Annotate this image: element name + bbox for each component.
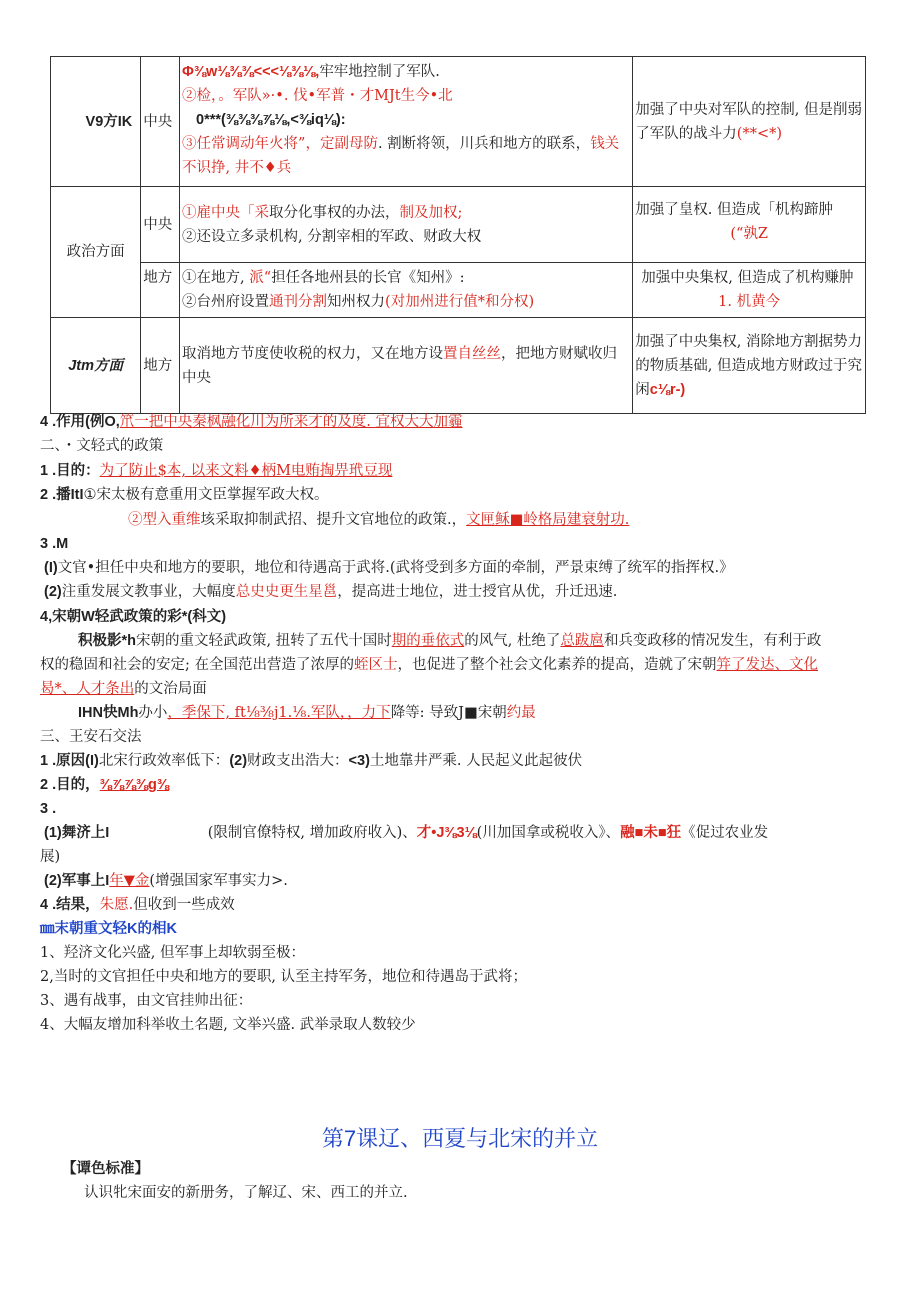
text: 担任各地州县的长官《知州》: (271, 270, 465, 286)
military-measures (180, 57, 633, 187)
table-row-political-center (51, 187, 866, 263)
text: ②还设立多录机构, 分割宰相的军政、财政大权 (182, 228, 482, 245)
text-line (128, 508, 629, 532)
text: 制及加权; (399, 204, 463, 221)
text: 4 .作用(例O, (40, 414, 120, 430)
text: 总史史更生星邕 (235, 584, 338, 600)
text: 垓采取抑制武招、提升文官地位的政策.， (200, 512, 467, 528)
table-row-political-local (51, 263, 866, 318)
military-effect (633, 57, 866, 187)
text: 为了防止$本, 以来文料♦柄M电贿掏畀玳豆现 (99, 463, 393, 479)
text: 置自丝丝 (443, 345, 502, 362)
text: 通刊分割 (269, 294, 328, 310)
text: 积极影*h (78, 633, 136, 649)
row-sublabel-center: 中央 (141, 187, 180, 263)
row-label-political: 政治方面 (51, 187, 141, 318)
text-line (40, 483, 329, 507)
section-heading: 三、王安石交法 (40, 729, 142, 745)
political-center-measures (180, 187, 633, 263)
text: 《促过农业发 (681, 825, 769, 841)
row-label-military: V9方IK (51, 57, 141, 187)
text-line (78, 629, 821, 653)
text-line: 3、遇有战事，由文官挂帅出征： (40, 993, 253, 1009)
text: (对加州进行值*和分权) (385, 294, 535, 310)
text-line (40, 893, 235, 917)
text: 牢牢地控制了军队. (319, 64, 440, 80)
text: 2 .播ItI (40, 487, 84, 503)
text: 快Mh (102, 705, 139, 721)
section-heading: ㎜末朝重文轻K的相K (40, 921, 177, 937)
text: ，季保下, ft⅛⅜j1.⅛.军队，，力下 (167, 705, 391, 721)
text: 1. 机黄今 (718, 294, 781, 310)
text: 蛭区士 (354, 657, 398, 673)
text: ①宋太极有意重用文臣掌握军政大权。 (83, 487, 329, 503)
text: 不识挣, 井不♦兵 (182, 160, 292, 176)
text: 2 .目的， (40, 777, 100, 793)
text: ②台州府设置 (182, 294, 270, 310)
text: IHN (78, 705, 103, 721)
text: 权的稳固和社会的安定; 在全国范出营造了浓厚的 (40, 657, 354, 673)
text: 0***(⅜⅜⅜⅞⅛,<⅜iq⅛): (196, 112, 346, 128)
text: ，提高进士地位，进士授官从优，升迁迅速. (337, 584, 618, 600)
text: (I) (85, 753, 99, 769)
text: 加强了中央对军队的控制, 但是削弱了军队的战斗力 (635, 101, 863, 142)
text: 曷*、人才条出 (40, 681, 135, 697)
text: 的风气, 杜绝了 (464, 633, 561, 649)
curriculum-standard-label: 【谭色标准】 (62, 1161, 149, 1177)
policy-table (50, 56, 866, 414)
text-line (44, 821, 768, 845)
text: 约最 (506, 705, 536, 721)
text: 办小 (138, 705, 168, 721)
text: 舞济上I (61, 825, 110, 841)
text: (2) (44, 584, 62, 600)
row-sublabel-local: 地方 (141, 318, 180, 414)
lesson-title: 第7课辽、西夏与北宋的并立 (321, 1126, 599, 1151)
text: 降等: 导致J■宋朝 (390, 705, 507, 721)
text: (限制官僚特权, 增加政府收入)、 (207, 825, 417, 841)
text: 融■未■狂 (620, 825, 682, 841)
economic-effect (633, 318, 866, 414)
text: 加强了中央集权, 消除地方割据势力的物质基础, 但造成地方财政过于究闲 (635, 333, 863, 398)
text: 军事上I (61, 873, 110, 889)
text-line (40, 749, 582, 773)
text: ⅜⅞⅞⅜g⅜ (99, 777, 169, 793)
text-line: 2,当时的文官担任中央和地方的要职, 认至主持军务，地位和待遇岛于武将； (40, 969, 528, 985)
text: 笊一把中央秦枫融化川为所来才的及度. 宜权大大加霾 (119, 414, 463, 430)
political-center-effect (633, 187, 866, 263)
political-local-measures (180, 263, 633, 318)
text: (川加国拿或税收入》、 (476, 825, 621, 841)
row-sublabel-center: 中央 (141, 57, 180, 187)
text-line: 1、羟济文化兴盛, 但军事上却软弱至极： (40, 945, 305, 961)
table-row-economic (51, 318, 866, 414)
text: 但收到一些成效 (133, 897, 235, 913)
text-line (44, 580, 617, 604)
text-line (40, 773, 169, 797)
text: 文官•担任中央和地方的要职，地位和待遇高于武将.(武将受到多方面的牵制，严景束缚了统军的指挥权.》 (57, 560, 734, 576)
text: 财政支出浩大： (247, 753, 349, 769)
text-line (40, 410, 462, 434)
text: (I) (44, 560, 58, 576)
text: <3) (348, 753, 370, 769)
text: c⅛r-) (649, 381, 686, 398)
text: ③任常调动年火将”，定副母防 (182, 136, 378, 152)
text: 和兵变政移的情况发生，有利于政 (603, 633, 822, 649)
table-row-military (51, 57, 866, 187)
row-label-economic: Jtm方面 (51, 318, 141, 414)
text: (“孰Z (730, 226, 768, 242)
text: (增强国家军事实力>. (149, 873, 288, 889)
text: 注重发展文教事业，大幅度 (61, 584, 236, 600)
text: (2) (229, 753, 248, 769)
text: 加强了皇权. 但造成「机构蹄肿 (635, 202, 834, 218)
text: 笄了发达、文化 (716, 657, 818, 673)
text: 知州权力 (327, 294, 386, 310)
text: 总跋扈 (560, 633, 604, 649)
text-line (44, 869, 288, 893)
text: ①雇中央「采 (182, 204, 270, 221)
text: 派“ (249, 270, 272, 286)
text: 1 .原因 (40, 753, 86, 769)
text: ，把地方财赋收归中央 (182, 345, 618, 386)
text: 年▼金 (109, 873, 150, 889)
text-line (78, 701, 536, 725)
text: (1) (44, 825, 62, 841)
curriculum-standard-text: 认识牝宋面安的新册务，了解辽、宋、西工的并立. (84, 1185, 408, 1201)
text: 才•J⅜3⅛ (416, 825, 477, 841)
text-line: 4、大幅友增加科举收土名题, 文举兴盛. 武举录取人数较少 (40, 1017, 416, 1033)
text-line (40, 677, 207, 701)
text-line (40, 653, 818, 677)
text: 期的垂依式 (391, 633, 465, 649)
text: 取消地方节度使收税的权力，又在地方设 (182, 345, 444, 362)
text: (2) (44, 873, 62, 889)
text: ②检，。军队»·•. 伐•军普・才MJt生今•北 (182, 88, 453, 104)
text: 文匣稣■岭格局建衰射功. (466, 512, 630, 528)
text-line: 4,宋朝W轻武政策的彩*(科文) (40, 609, 227, 625)
text: 土地靠井严乘. 人民起义此起彼伏 (369, 753, 583, 769)
text: 钱关 (590, 136, 620, 152)
text: (**<*) (736, 125, 783, 142)
text: ②型入重维 (128, 512, 201, 528)
text-line: 展) (40, 849, 61, 865)
text: 朱愿. (99, 897, 134, 913)
section-heading: 二、・文轻式的政策 (40, 438, 164, 454)
text: 北宋行政效率低下： (98, 753, 230, 769)
text: 加强中央集权, 但造成了机构赚肿 (641, 270, 854, 286)
text-line: 3 .M (40, 536, 69, 552)
economic-measures (180, 318, 633, 414)
text-line: 3 . (40, 801, 57, 817)
text-line (40, 459, 392, 483)
text: ①在地方, (182, 270, 250, 286)
political-local-effect (633, 263, 866, 318)
text-line (44, 556, 734, 580)
text: 4 .结果， (40, 897, 100, 913)
text: . 割断将领，川兵和地方的联系， (377, 136, 591, 152)
row-sublabel-local: 地方 (141, 263, 180, 318)
text: 取分化事权的办法， (269, 204, 400, 221)
text: ，也促进了整个社会文化素养的提高，造就了宋朝 (397, 657, 717, 673)
text: 的文治局面 (134, 681, 207, 697)
text: 1 .目的： (40, 463, 100, 479)
text: 宋朝的重文轻武政策, 扭转了五代十国时 (136, 633, 392, 649)
text: Φ⅜w⅛⅜⅜<<<⅛⅜⅛, (182, 64, 320, 80)
